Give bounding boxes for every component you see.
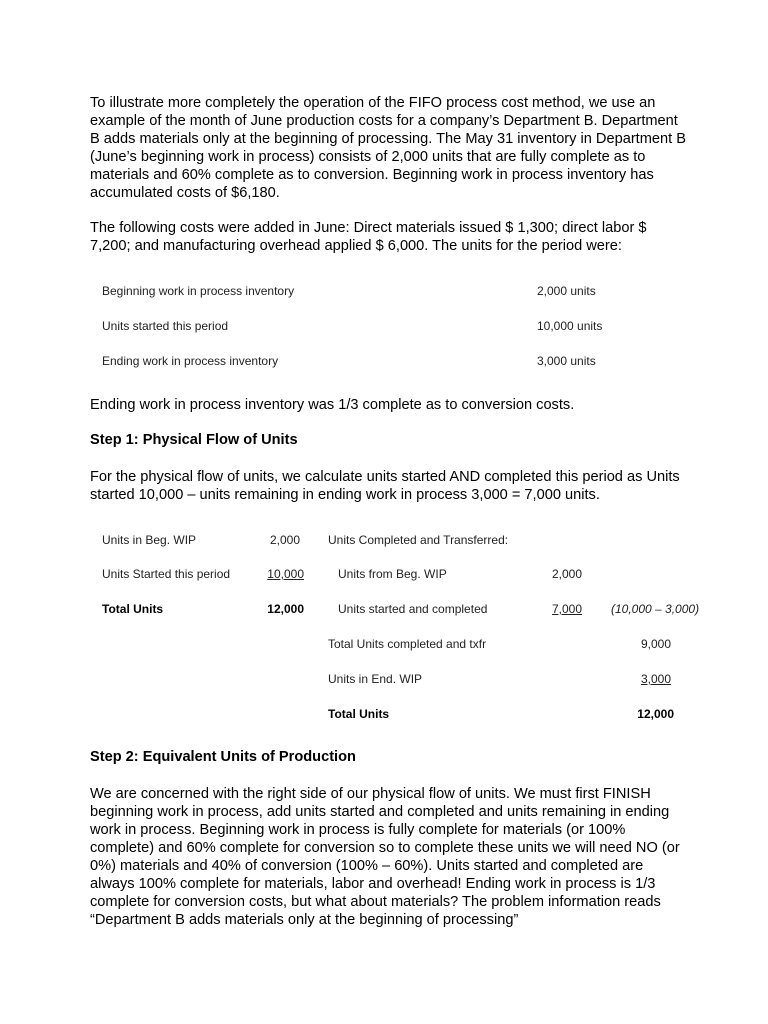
ending-note: Ending work in process inventory was 1/3 complete as to conversion costs.	[90, 397, 575, 413]
flow-started-completed-label: Units started and completed	[338, 602, 488, 616]
units-row-value: 10,000 units	[537, 319, 603, 333]
flow-end-wip-label: Units in End. WIP	[328, 672, 423, 686]
costs-paragraph: The following costs were added in June: Direct materials issued $ 1,300; direct labor $ 7,200; and manufacturing overhead applied $ 6,000. The units for the period were:	[90, 220, 647, 254]
step1-text: For the physical flow of units, we calculate units started AND completed this period as Units started 10,000 – units remaining in ending work in process 3,000 = 7,000 units.	[90, 469, 680, 503]
flow-total-label: Total Units	[328, 707, 390, 721]
flow-left-value: 10,000	[267, 567, 304, 581]
intro-paragraph: To illustrate more completely the operation of the FIFO process cost method, we use an example of the month of June production costs for a company’s Department B. Department B adds materials only at the beginning of processing. The May 31 inventory in Department B (June’s beginning work in process) consists of 2,000 units that are fully complete as to materials and 60% complete as to conversion. Beginning work in process inventory has accumulated costs of $6,180.	[90, 95, 686, 201]
flow-total-completed-value: 9,000	[640, 637, 671, 651]
flow-from-beg-value: 2,000	[551, 567, 582, 581]
units-row-value: 3,000 units	[537, 354, 596, 368]
flow-left-value: 2,000	[269, 533, 300, 547]
units-row-value: 2,000 units	[537, 284, 596, 298]
flow-left-label: Units in Beg. WIP	[102, 533, 197, 547]
step1-heading: Step 1: Physical Flow of Units	[90, 432, 298, 448]
flow-left-total-value: 12,000	[267, 602, 304, 616]
flow-left-total-label: Total Units	[102, 602, 164, 616]
flow-started-completed-note: (10,000 – 3,000)	[611, 602, 700, 616]
flow-right-header: Units Completed and Transferred:	[328, 533, 509, 547]
flow-started-completed-value: 7,000	[551, 602, 582, 616]
flow-total-value: 12,000	[637, 707, 674, 721]
units-row-label: Ending work in process inventory	[102, 354, 279, 368]
step2-text: We are concerned with the right side of our physical flow of units. We must first FINISH beginning work in process, add units started and completed and units remaining in ending work in process. Beginning work in process is fully complete for materials (or 100% complete) and 60% complete for conversion so to complete these units we will need NO (or 0%) materials and 40% of conversion (100% – 60%). Units started and completed are always 100% complete for materials, labor and overhead! Ending work in process is 1/3 complete for conversion costs, but what about materials? The problem information reads “Department B adds materials only at the beginning of processing”	[90, 786, 680, 928]
flow-end-wip-value: 3,000	[640, 672, 671, 686]
flow-left-label: Units Started this period	[102, 567, 231, 581]
step2-heading: Step 2: Equivalent Units of Production	[90, 749, 356, 765]
flow-total-completed-label: Total Units completed and txfr	[328, 637, 487, 651]
units-row-label: Beginning work in process inventory	[102, 284, 295, 298]
units-row-label: Units started this period	[102, 319, 229, 333]
flow-from-beg-label: Units from Beg. WIP	[338, 567, 447, 581]
